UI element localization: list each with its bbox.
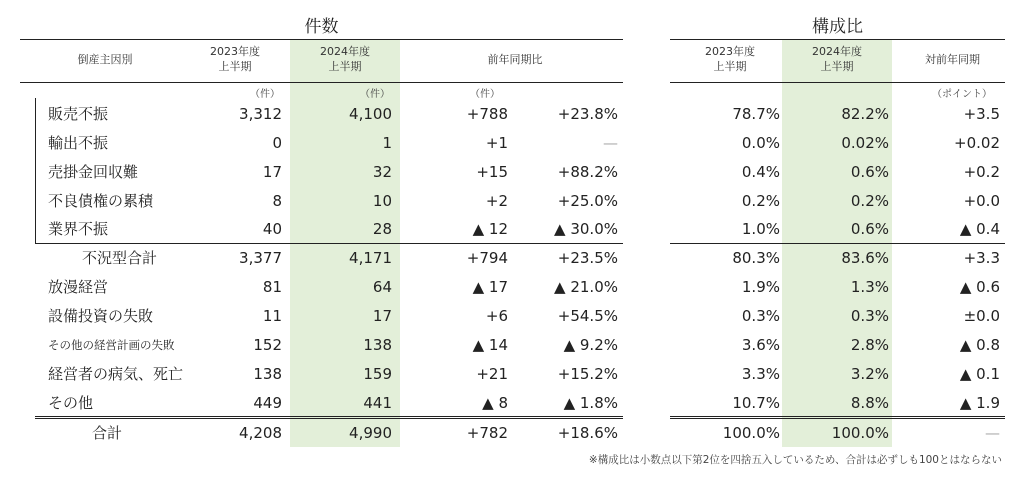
- cell-ratio-diff: ▲ 0.1: [959, 365, 1000, 383]
- title-counts: 件数: [304, 17, 339, 37]
- cell-count-2024: 10: [372, 192, 392, 210]
- row-label: 設備投資の失敗: [48, 307, 154, 325]
- cell-yoy-pct: +23.5%: [557, 249, 618, 267]
- cell-count-2024: 4,171: [349, 249, 392, 267]
- cell-ratio-2024: 82.2%: [841, 105, 889, 123]
- cell-ratio-diff: +0.0: [963, 192, 1000, 210]
- cell-ratio-diff: —: [985, 424, 1000, 442]
- cell-count-2024: 32: [372, 163, 392, 181]
- cell-count-2024: 138: [363, 336, 392, 354]
- cell-ratio-2024: 0.6%: [850, 163, 889, 181]
- cell-ratio-diff: ▲ 0.6: [959, 278, 1000, 296]
- row-label: 販売不振: [48, 105, 109, 123]
- cell-count-2024: 17: [372, 307, 392, 325]
- cell-count-2024: 64: [372, 278, 392, 296]
- header-ratio-2024: [782, 44, 892, 74]
- cell-ratio-diff: ▲ 0.4: [959, 220, 1000, 238]
- cell-count-2023: 4,208: [239, 424, 282, 442]
- cell-yoy-diff: ▲ 14: [472, 336, 508, 354]
- cell-yoy-pct: +88.2%: [557, 163, 618, 181]
- cell-count-2023: 40: [262, 220, 282, 238]
- cell-ratio-diff: +0.02: [954, 134, 1000, 152]
- cell-yoy-diff: +6: [485, 307, 508, 325]
- row-label: 不良債権の累積: [48, 192, 154, 210]
- cell-ratio-2024: 0.02%: [841, 134, 889, 152]
- cell-ratio-2024: 1.3%: [850, 278, 889, 296]
- cell-count-2023: 81: [262, 278, 282, 296]
- cell-yoy-diff: ▲ 8: [482, 394, 508, 412]
- cell-ratio-2023: 0.3%: [741, 307, 780, 325]
- cell-count-2023: 449: [253, 394, 282, 412]
- cell-count-2023: 0: [272, 134, 282, 152]
- row-label: 輸出不振: [48, 134, 109, 152]
- cell-yoy-pct: ▲ 30.0%: [554, 220, 618, 238]
- unit-count-2024: （件）: [360, 89, 390, 100]
- header-count-2023-year: 2023年度: [210, 45, 260, 58]
- cell-ratio-2023: 10.7%: [732, 394, 780, 412]
- header-count-2024: [290, 44, 400, 74]
- cell-ratio-diff: ▲ 0.8: [959, 336, 1000, 354]
- cell-ratio-2024: 2.8%: [850, 336, 889, 354]
- row-label: 放漫経営: [48, 278, 109, 296]
- header-count-2024-year: 2024年度: [320, 45, 370, 58]
- rule-header-left: [20, 82, 623, 83]
- cell-ratio-2024: 100.0%: [831, 424, 889, 442]
- cell-ratio-2024: 0.2%: [850, 192, 889, 210]
- row-label: 不況型合計: [82, 249, 158, 267]
- cell-count-2023: 152: [253, 336, 282, 354]
- cell-ratio-2023: 3.6%: [741, 336, 780, 354]
- cell-yoy-pct: +25.0%: [557, 192, 618, 210]
- cell-ratio-diff: ±0.0: [963, 307, 1000, 325]
- header-cause: 倒産主因別: [77, 53, 133, 66]
- cell-yoy-diff: ▲ 12: [472, 220, 508, 238]
- cell-ratio-2024: 0.6%: [850, 220, 889, 238]
- cell-yoy-pct: +15.2%: [557, 365, 618, 383]
- cell-yoy-diff: +782: [466, 424, 508, 442]
- cell-yoy-diff: +21: [476, 365, 508, 383]
- cell-ratio-diff: +3.5: [963, 105, 1000, 123]
- cell-count-2024: 4,990: [349, 424, 392, 442]
- cell-count-2023: 11: [262, 307, 282, 325]
- row-label: 業界不振: [48, 220, 109, 238]
- cell-yoy-diff: +15: [476, 163, 508, 181]
- cell-yoy-pct: +23.8%: [557, 105, 618, 123]
- rule-top-left: [20, 39, 623, 40]
- unit-yoy: （件）: [470, 89, 500, 100]
- title-ratio: 構成比: [812, 17, 863, 37]
- cell-ratio-2023: 78.7%: [732, 105, 780, 123]
- unit-count-2023: （件）: [250, 89, 280, 100]
- cell-ratio-2023: 100.0%: [722, 424, 780, 442]
- cell-count-2024: 4,100: [349, 105, 392, 123]
- cell-ratio-2023: 1.9%: [741, 278, 780, 296]
- cell-yoy-pct: ▲ 1.8%: [563, 394, 618, 412]
- rule-top-right: [670, 39, 1005, 40]
- cell-count-2024: 441: [363, 394, 392, 412]
- cell-count-2023: 3,377: [239, 249, 282, 267]
- cell-count-2023: 17: [262, 163, 282, 181]
- cell-ratio-2023: 0.0%: [741, 134, 780, 152]
- footnote: ※構成比は小数点以下第2位を四捨五入しているため、合計は必ずしも100とはならない: [588, 454, 1002, 466]
- header-ratio-diff: 対前年同期: [925, 53, 980, 66]
- header-count-2023: [185, 44, 285, 74]
- cell-ratio-diff: +3.3: [963, 249, 1000, 267]
- cell-ratio-diff: +0.2: [963, 163, 1000, 181]
- header-count-2023-half: 上半期: [218, 60, 252, 73]
- cell-yoy-pct: ▲ 21.0%: [554, 278, 618, 296]
- cell-count-2024: 28: [372, 220, 392, 238]
- unit-ratio-diff: （ポイント）: [932, 89, 992, 100]
- cell-ratio-2023: 1.0%: [741, 220, 780, 238]
- row-label: その他: [48, 394, 94, 412]
- cell-count-2023: 138: [253, 365, 282, 383]
- cell-yoy-pct: +54.5%: [557, 307, 618, 325]
- row-label: 合計: [92, 424, 123, 442]
- header-ratio-2023-half: 上半期: [713, 60, 747, 73]
- cell-ratio-2024: 0.3%: [850, 307, 889, 325]
- cell-yoy-pct: +18.6%: [557, 424, 618, 442]
- cell-ratio-2024: 83.6%: [841, 249, 889, 267]
- cell-yoy-diff: +794: [466, 249, 508, 267]
- cell-ratio-2023: 80.3%: [732, 249, 780, 267]
- cell-yoy-diff: +2: [485, 192, 508, 210]
- cell-ratio-2024: 3.2%: [850, 365, 889, 383]
- cell-count-2023: 8: [272, 192, 282, 210]
- cell-yoy-diff: +1: [485, 134, 508, 152]
- header-ratio-2023: [680, 44, 780, 74]
- header-ratio-2023-year: 2023年度: [705, 45, 755, 58]
- cell-ratio-2024: 8.8%: [850, 394, 889, 412]
- row-label: 売掛金回収難: [48, 163, 139, 181]
- cell-count-2024: 1: [382, 134, 392, 152]
- rule-header-right: [670, 82, 1005, 83]
- row-label: その他の経営計画の失敗: [48, 338, 175, 352]
- cell-ratio-2023: 0.2%: [741, 192, 780, 210]
- cell-ratio-2023: 0.4%: [741, 163, 780, 181]
- header-yoy: 前年同期比: [487, 53, 543, 66]
- cell-yoy-pct: ▲ 9.2%: [563, 336, 618, 354]
- cell-ratio-2023: 3.3%: [741, 365, 780, 383]
- cell-yoy-diff: ▲ 17: [472, 278, 508, 296]
- row-label: 経営者の病気、死亡: [48, 365, 184, 383]
- header-ratio-2024-half: 上半期: [820, 60, 854, 73]
- group-bracket-line: [35, 98, 36, 243]
- cell-count-2023: 3,312: [239, 105, 282, 123]
- cell-ratio-diff: ▲ 1.9: [959, 394, 1000, 412]
- header-count-2024-half: 上半期: [328, 60, 362, 73]
- header-ratio-2024-year: 2024年度: [812, 45, 862, 58]
- cell-count-2024: 159: [363, 365, 392, 383]
- cell-yoy-pct: —: [603, 134, 618, 152]
- cell-yoy-diff: +788: [466, 105, 508, 123]
